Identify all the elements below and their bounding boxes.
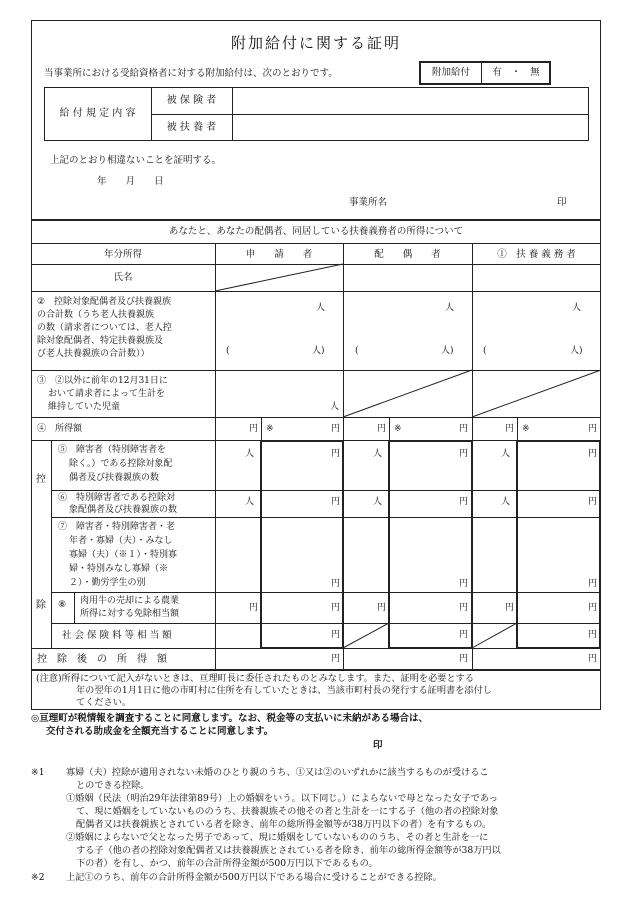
- row2-fuyo-unit: 人: [572, 303, 582, 313]
- row3-l3: 維持していた児童: [48, 402, 121, 412]
- page-title: 附加給付に関する証明: [230, 34, 401, 52]
- row6-fu-en: 円: [588, 497, 598, 507]
- row-name: 氏名: [113, 272, 133, 283]
- row9-label: 社 会 保 険 料 等 相 当 額: [62, 630, 172, 641]
- fn1-mark: ※1: [31, 767, 45, 778]
- row6-sp-en: 円: [459, 497, 469, 507]
- row2-l1: 控除対象配偶者及び扶養親族: [54, 297, 172, 307]
- row7-l5: ２）・勤労学生の別: [69, 578, 146, 588]
- col-applicant: 申 請 者: [245, 249, 313, 260]
- row5-app-nin: 人: [245, 449, 255, 459]
- row2-applicant-paren-open: (: [226, 346, 230, 356]
- row4-fu-en1: 円: [505, 424, 515, 434]
- row7-l4: 婦・特別みなし寡婦（※: [69, 564, 169, 574]
- fuka-value[interactable]: 有 ・ 無: [492, 67, 540, 78]
- consent-l2: 交付される助成金を全額充当することに同意します。: [46, 726, 274, 737]
- fn2-mark: ※2: [31, 872, 45, 883]
- row4-fu-kome: ※: [522, 424, 530, 434]
- row5-sp-en: 円: [459, 449, 469, 459]
- row4-app-kome: ※: [266, 424, 274, 434]
- row2-spouse-paren-open: (: [355, 346, 359, 356]
- hifuyosha-label: 被 扶 養 者: [166, 122, 217, 133]
- row4-app-en1: 円: [249, 424, 259, 434]
- row6-l2: 象配偶者及び扶養親族の数: [69, 505, 178, 515]
- row8-num: ⑧: [58, 600, 67, 610]
- row5-fu-en: 円: [588, 449, 598, 459]
- row7-sp-en: 円: [459, 579, 469, 589]
- row10-label: 控 除 後 の 所 得 額: [37, 654, 167, 665]
- row4-label: ④ 所得額: [37, 424, 83, 434]
- kyufu-label: 給 付 規 定 内 容: [59, 108, 136, 119]
- col-fuyo: ① 扶 養 義 務 者: [497, 249, 576, 260]
- consent-l1: ◎亘理町が税情報を調査することに同意します。なお、税金等の支払いに未納がある場合は、: [31, 713, 429, 724]
- row2-spouse-paren-close: 人): [441, 346, 454, 356]
- date-field[interactable]: 年 月 日: [97, 176, 164, 187]
- row6-app-nin: 人: [245, 497, 255, 507]
- row6-l1: ⑥ 特別障害者である控除対: [58, 493, 176, 503]
- row9-fu-en: 円: [588, 630, 598, 640]
- row9-app-en: 円: [331, 630, 341, 640]
- fn1-l1: 寡婦（夫）控除が適用されない未婚のひとり親のうち、①又は②のいずれかに該当するものが受けるこ: [66, 767, 489, 778]
- row3-l1: ③ ②以外に前年の12月31日に: [37, 376, 168, 386]
- fn1-l2: とのできる控除。: [76, 780, 150, 791]
- row10-sp-en: 円: [459, 654, 469, 664]
- fn1-l4: て、現に婚姻をしていないもののうち、扶養親族その他その者と生計を一にする子（他の者の控除対象: [76, 806, 499, 817]
- row8-l2: 所得に対する免除相当額: [80, 609, 180, 619]
- row2-l3: の数（請求者については、老人控: [37, 323, 172, 333]
- intro-text: 当事業所における受給資格者に対する附加給付は、次のとおりです。: [44, 68, 338, 79]
- row10-app-en: 円: [331, 654, 341, 664]
- row2-l5: び老人扶養親族の合計数））: [37, 349, 150, 359]
- fuka-label: 附加給付: [431, 67, 470, 78]
- consent-seal: 印: [373, 740, 383, 751]
- fn1-l6: ②婚姻によらないで父となった男子であって、現に婚姻をしていないもののうち、その者と生計を一に: [66, 832, 489, 843]
- row3-applicant-unit: 人: [330, 402, 340, 412]
- row7-app-en: 円: [331, 579, 341, 589]
- row4-fu-en2: 円: [588, 424, 598, 434]
- row8-fu-en2: 円: [588, 603, 598, 613]
- row4-app-en2: 円: [331, 424, 341, 434]
- note-l1: (注意)所得について記入がないときは、亘理町長に委任されたものとみなします。また、証明を必要とする: [36, 673, 475, 684]
- row4-sp-en1: 円: [377, 424, 387, 434]
- row8-fu-en1: 円: [505, 603, 515, 613]
- row7-l1: ⑦ 障害者・特別障害者・老: [58, 522, 176, 532]
- row2-l4: 除対象配偶者、特定扶養親族及: [37, 336, 164, 346]
- row2-l2: の合計数（うち老人扶養親族: [37, 310, 155, 320]
- fn1-l7: する子（他の者の控除対象配偶者又は扶養親族とされている者を除き、前年の総所得金額等が38万円以: [76, 845, 501, 856]
- row5-fu-nin: 人: [501, 449, 511, 459]
- row8-app-en2: 円: [331, 603, 341, 613]
- note-l2: 年の翌年の1月1日に他の市町村に住所を有していたときは、当該市町村長の発行する証明書を添付し: [76, 685, 492, 696]
- row5-l2: 除く。）である控除対象配: [69, 459, 173, 469]
- row8-app-en1: 円: [249, 603, 259, 613]
- fn1-l5: 配偶者又は扶養親族とされている者を除き、前年の総所得金額等が38万円以下の者）を有するもの。: [76, 819, 492, 830]
- row7-fu-en: 円: [588, 579, 598, 589]
- fn1-l3: ①婚姻（民法（明治29年法律第89号）上の婚姻をいう。以下同じ。）によらないで母となった女子であっ: [66, 793, 499, 804]
- row7-l2: 年者・寡婦（夫）・みなし: [69, 536, 173, 546]
- row2-num: ②: [37, 297, 46, 307]
- row5-sp-nin: 人: [373, 449, 383, 459]
- row2-spouse-unit: 人: [445, 303, 455, 313]
- note-l3: てください。: [76, 697, 132, 708]
- row2-applicant-unit: 人: [316, 303, 326, 313]
- row2-fuyo-paren-open: (: [483, 346, 487, 356]
- row4-sp-kome: ※: [394, 424, 402, 434]
- row9-sp-en: 円: [459, 630, 469, 640]
- koujo-char-2: 除: [36, 600, 46, 611]
- koujo-char-1: 控: [36, 474, 46, 485]
- seal-mark: 印: [557, 197, 567, 208]
- row6-app-en: 円: [331, 497, 341, 507]
- row2-applicant-paren-close: 人): [312, 346, 325, 356]
- row8-l1: 肉用牛の売却による農業: [80, 596, 180, 606]
- col-year: 年分所得: [103, 249, 142, 260]
- row2-fuyo-paren-close: 人): [570, 346, 583, 356]
- row6-sp-nin: 人: [373, 497, 383, 507]
- hihokensha-label: 被 保 険 者: [166, 95, 217, 106]
- row7-l3: 寡婦（夫）（※１）・特別寡: [69, 550, 178, 560]
- income-header: あなたと、あなたの配偶者、同居している扶養義務者の所得について: [168, 226, 464, 237]
- certify-text: 上記のとおり相違ないことを証明する。: [50, 155, 222, 166]
- row5-l1: ⑤ 障害者（特別障害者を: [58, 445, 167, 455]
- row6-fu-nin: 人: [501, 497, 511, 507]
- row5-app-en: 円: [331, 449, 341, 459]
- row3-l2: おいて請求者によって生計を: [48, 389, 166, 399]
- fn2-l1: 上記①のうち、前年の合計所得金額が500万円以下である場合に受けることができる控除。: [66, 872, 442, 883]
- row8-sp-en1: 円: [377, 603, 387, 613]
- row4-sp-en2: 円: [459, 424, 469, 434]
- row5-l3: 偶者及び扶養親族の数: [69, 473, 160, 483]
- col-spouse: 配 偶 者: [374, 249, 441, 260]
- row8-sp-en2: 円: [459, 603, 469, 613]
- fn1-l8: 下の者）を有し、かつ、前年の合計所得金額が500万円以下であるもの。: [76, 858, 378, 869]
- jigyosho-label: 事業所名: [349, 197, 388, 208]
- row10-fu-en: 円: [588, 654, 598, 664]
